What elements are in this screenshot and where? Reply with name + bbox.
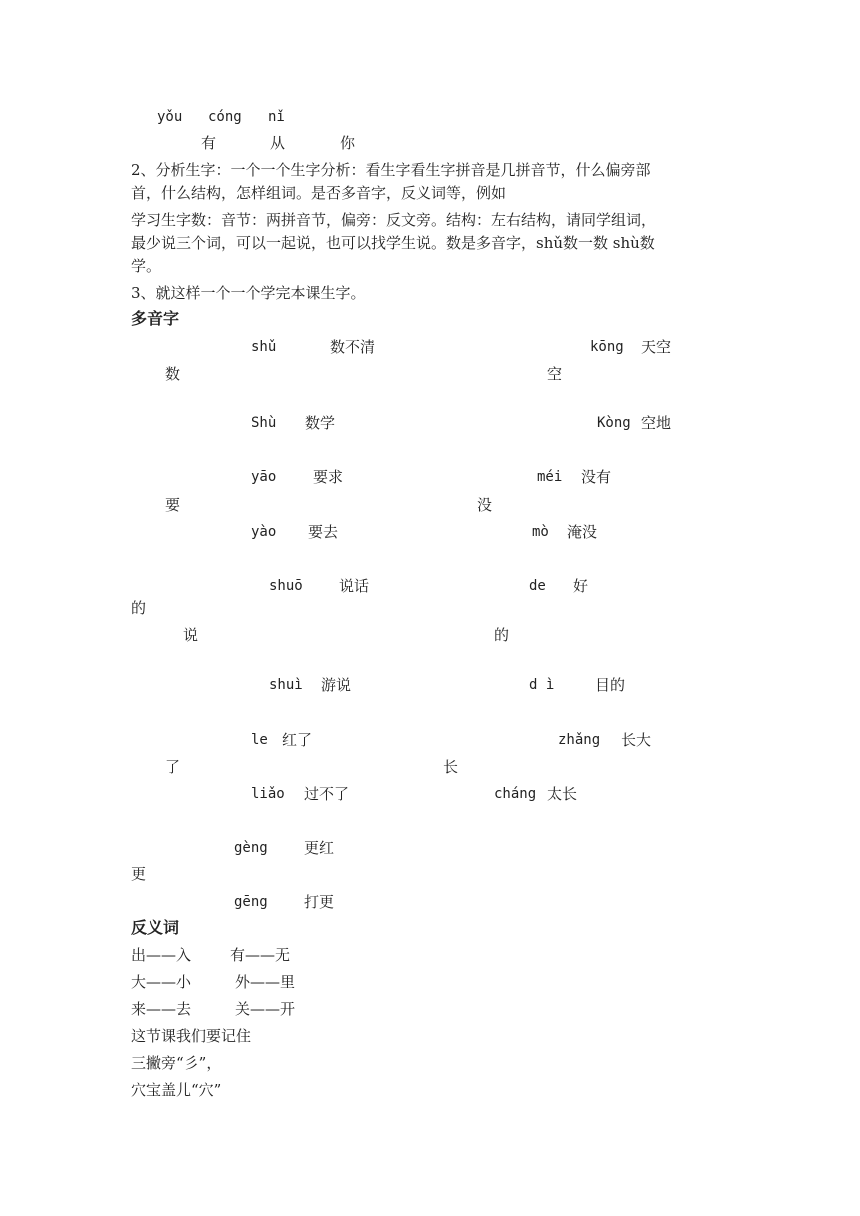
char-you: 有 [201,134,217,152]
char-geng: 更 [131,865,147,883]
para4: 3、就这样一个一个学完本课生字。 [131,284,366,302]
pinyin-mo4: mò [532,524,549,540]
pinyin-chang2: cháng [494,786,537,802]
word-yaoqu: 要去 [308,523,339,541]
pinyin-geng4: gèng [234,840,268,856]
word-taichang: 太长 [547,785,578,803]
pinyin-you: yǒu [157,109,183,125]
pinyin-kong1: kōng [590,339,624,355]
word-meiyou: 没有 [581,468,612,486]
pinyin-shu4: Shù [251,415,277,431]
antonym-wai-li: 外——里 [235,973,296,991]
closing-line-1: 这节课我们要记住 [131,1027,252,1045]
heading-polyphonic: 多音字 [131,309,180,328]
word-dageng: 打更 [304,893,335,911]
para2-line2: 首，什么结构，怎样组词。是否多音字，反义词等，例如 [131,184,507,202]
pinyin-di4: d ì [529,677,555,693]
pinyin-mei2: méi [537,469,563,485]
word-yanmo: 淹没 [567,523,598,541]
antonym-da-xiao: 大——小 [131,973,192,991]
char-shuo: 说 [183,626,199,644]
pinyin-zhang3: zhǎng [558,732,601,748]
word-guobuliao: 过不了 [304,785,350,803]
pinyin-ni: nǐ [268,109,285,125]
antonym-you-wu: 有——无 [230,946,291,964]
char-zhang: 长 [443,758,459,776]
pinyin-shu3: shǔ [251,339,277,355]
word-kongdi: 空地 [641,414,672,432]
pinyin-shui4: shuì [269,677,303,693]
para2-line1: 2、分析生字：一个一个生字分析：看生字看生字拼音是几拼音节，什么偏旁部 [131,161,651,179]
char-kong: 空 [547,365,563,383]
para3-line1: 学习生字数：音节：两拼音节，偏旁：反文旁。结构：左右结构，请同学组词， [131,211,657,229]
para3-line3: 学。 [131,257,162,275]
heading-antonyms: 反义词 [131,918,180,937]
char-le: 了 [165,758,181,776]
word-hao: 好 [573,577,589,595]
word-hongle: 红了 [282,731,313,749]
char-mei: 没 [477,496,493,514]
char-ni: 你 [340,134,356,152]
char-de-left: 的 [131,599,147,617]
pinyin-shuo1: shuō [269,578,303,594]
pinyin-yao1: yāo [251,469,277,485]
antonym-guan-kai: 关——开 [235,1000,296,1018]
pinyin-liao3: liǎo [251,786,285,802]
pinyin-geng1: gēng [234,894,268,910]
word-shubuqing: 数不清 [330,338,376,356]
word-yaoqiu: 要求 [313,468,344,486]
word-shuohua: 说话 [339,577,370,595]
word-mudi: 目的 [595,676,626,694]
word-genghong: 更红 [304,839,335,857]
char-yao: 要 [165,496,181,514]
pinyin-kong4: Kòng [597,415,631,431]
word-tiankong: 天空 [641,338,672,356]
closing-line-3: 穴宝盖儿“穴” [131,1081,222,1099]
word-shuxue: 数学 [305,414,336,432]
para3-line2: 最少说三个词，可以一起说，也可以找学生说。数是多音字，shǔ数一数 shù数 [131,234,655,252]
word-youshui: 游说 [321,676,352,694]
antonym-chu-ru: 出——入 [131,946,192,964]
pinyin-cong: cóng [208,109,242,125]
antonym-lai-qu: 来——去 [131,1000,192,1018]
pinyin-le: le [251,732,268,748]
pinyin-de: de [529,578,546,594]
pinyin-yao4: yào [251,524,277,540]
char-de: 的 [494,626,510,644]
closing-line-2: 三撇旁“彡”， [131,1054,222,1072]
word-zhangda: 长大 [621,731,652,749]
char-cong: 从 [270,134,286,152]
char-shu: 数 [165,365,181,383]
